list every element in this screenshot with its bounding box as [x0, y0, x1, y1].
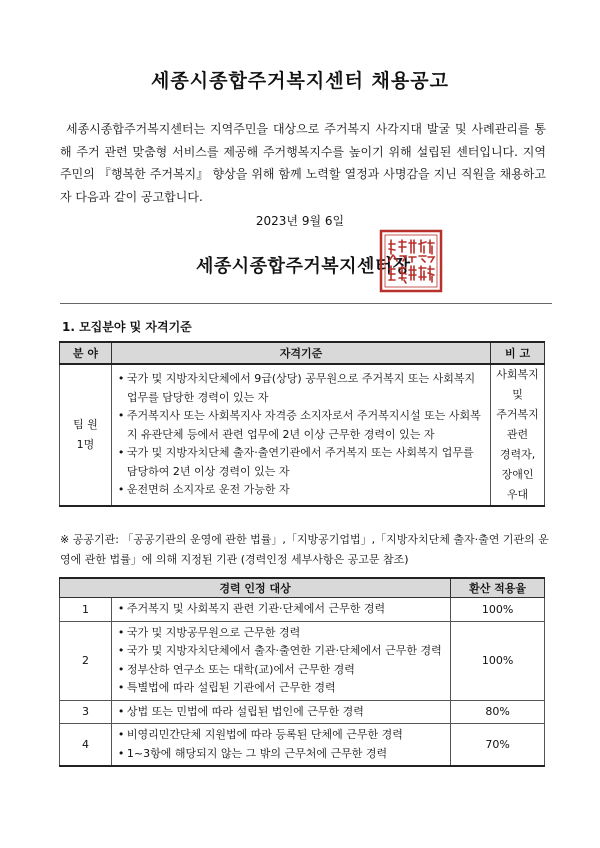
- target-cell: [111, 621, 450, 700]
- criteria-item: • 국가 및 지방자치단체에서 9급(상당) 공무원으로 주거복지 또는 사회복지 업무를 담당한 경력이 있는 자: [117, 372, 476, 404]
- target-item: • 상법 또는 민법에 따라 설립된 법인에 근무한 경력: [117, 704, 364, 718]
- field-cell: [60, 364, 112, 506]
- table-row: [60, 364, 545, 506]
- notice-date: 2023년 9월 6일: [255, 214, 345, 228]
- rate-cell: 70%: [451, 724, 545, 767]
- table-row: [60, 724, 545, 767]
- official-seal: [378, 228, 444, 294]
- row-number: 3: [60, 700, 112, 724]
- note-line: 관련: [506, 428, 529, 441]
- criteria-item: • 운전면허 소지자로 운전 가능한 자: [117, 483, 290, 497]
- field-count: 1명: [76, 438, 95, 451]
- header-note: 비 고: [491, 342, 545, 364]
- rate-cell: 100%: [451, 598, 545, 622]
- target-cell: [111, 700, 450, 724]
- target-cell: [111, 598, 450, 622]
- note-line: 경력자,: [499, 448, 536, 461]
- table-row: [60, 598, 545, 622]
- page-title: 세종시종합주거복지센터 채용공고: [151, 70, 449, 92]
- criteria-item: • 주거복지사 또는 사회복지사 자격증 소지자로서 주거복지시설 또는 사회복지 유관단체 등에서 관련 업무에 2년 이상 근무한 경력이 있는 자: [117, 409, 481, 441]
- note-line: 장애인: [501, 468, 534, 481]
- target-item: • 특별법에 따라 설립된 기관에서 근무한 경력: [117, 681, 336, 694]
- target-item: • 정부산하 연구소 또는 대학(교)에서 근무한 경력: [117, 662, 355, 676]
- career-table: [59, 577, 545, 767]
- note-cell: [491, 364, 545, 506]
- target-item: • 비영리민간단체 지원법에 따라 등록된 단체에 근무한 경력: [117, 728, 403, 741]
- target-item: • 1~3항에 해당되지 않는 그 밖의 근무처에 근무한 경력: [117, 746, 388, 760]
- intro-paragraph: 세종시종합주거복지센터는 지역주민을 대상으로 주거복지 사각지대 발굴 및 사례관리를 통해 주거 관련 맞춤형 서비스를 제공해 주거행복지수를 높이기 위해 설립된 센터입니다. 지역주민의 『행복한 주거복지』 향상을 위해 함께 노력할 열정과 사명감을 지닌 직원을 채용하고자 다음과 같이 공고합니다.: [60, 122, 546, 204]
- qualification-table: [59, 341, 545, 507]
- row-number: 4: [60, 724, 112, 767]
- criteria-cell: [111, 364, 490, 506]
- header-target: 경력 인정 대상: [60, 578, 451, 598]
- rate-cell: 80%: [451, 700, 545, 724]
- header-criteria: 자격기준: [111, 342, 490, 364]
- target-cell: [111, 724, 450, 767]
- field-name: 팀 원: [73, 418, 98, 431]
- section-heading: 1. 모집분야 및 자격기준: [62, 320, 192, 334]
- note-line: 및: [512, 388, 523, 401]
- target-item: • 국가 및 지방공무원으로 근무한 경력: [117, 625, 301, 639]
- table-row: [60, 700, 545, 724]
- note-line: 주거복지: [496, 408, 539, 421]
- header-rate: 환산 적용율: [451, 578, 545, 598]
- table-header-row: [60, 578, 545, 598]
- section-divider: [60, 303, 552, 304]
- row-number: 2: [60, 621, 112, 700]
- header-field: 분 야: [60, 342, 112, 364]
- issuer-name: 세종시종합주거복지센터장: [196, 256, 411, 277]
- criteria-item: • 국가 및 지방자치단체 출자·출연기관에서 주거복지 또는 사회복지 업무를 담당하여 2년 이상 경력이 있는 자: [117, 446, 474, 478]
- table-header-row: [60, 342, 545, 364]
- table-row: [60, 621, 545, 700]
- footnote: ※ 공공기관: 「공공기관의 운영에 관한 법률」,「지방공기업법」,「지방자치단체 출자·출연 기관의 운영에 관한 법률」에 의해 지정된 기관 (경력인정 세부사항은 공고문 참조): [60, 533, 549, 566]
- target-item: • 주거복지 및 사회복지 관련 기관·단체에서 근무한 경력: [117, 602, 386, 615]
- row-number: 1: [60, 598, 112, 622]
- note-line: 우대: [506, 488, 529, 501]
- rate-cell: 100%: [451, 621, 545, 700]
- note-line: 사회복지: [496, 368, 539, 381]
- target-item: • 국가 및 지방자치단체에서 출자·출연한 기관·단체에서 근무한 경력: [117, 644, 442, 657]
